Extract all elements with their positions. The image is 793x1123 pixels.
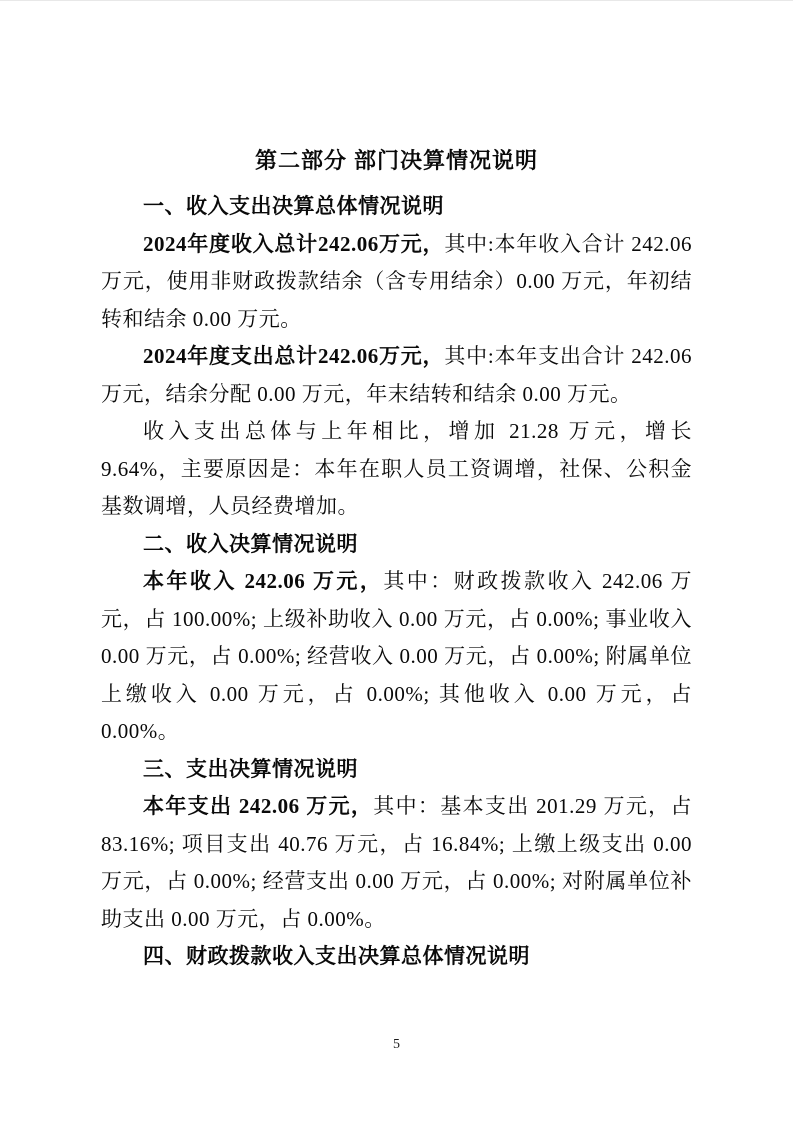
section-1-heading: 一、收入支出决算总体情况说明 <box>143 195 444 218</box>
paragraph-text-expense-detail: 其中：基本支出 201.29 万元，占 83.16%; 项目支出 40.76 万元，占 16.84%; 上缴上级支出 0.00 万元，占 0.00%; 经营支出 0.00 万元，占 0.00%; 对附属单位补助支出 0.00 万元，占 0.00%。 <box>101 794 692 931</box>
section-2-heading: 二、收入决算情况说明 <box>143 532 358 556</box>
paragraph-income-total <box>101 226 692 339</box>
paragraph-lead-income-total: 2024年度收入总计242.06万元， <box>143 231 445 256</box>
section-3-heading: 三、支出决算情况说明 <box>143 757 358 781</box>
paragraph-expense-total <box>101 338 692 413</box>
paragraph-lead-expense-total: 2024年度支出总计242.06万元， <box>143 344 445 368</box>
page-title: 第二部分 部门决算情况说明 <box>254 148 539 173</box>
paragraph-text-income-detail: 其中：财政拨款收入 242.06 万元，占 100.00%; 上级补助收入 0.00 万元，占 0.00%; 事业收入 0.00 万元，占 0.00%; 经营收入 0.00 万元，占 0.00%; 附属单位上缴收入 0.00 万元，占 0.00%; 其他收入 0.00 万元，占 0.00%。 <box>101 569 693 743</box>
paragraph-expense-detail <box>101 788 692 938</box>
section-4-heading: 四、财政拨款收入支出决算总体情况说明 <box>143 945 530 968</box>
paragraph-lead-income-detail: 本年收入 242.06 万元， <box>143 569 384 593</box>
paragraph-text-income-total: 其中:本年收入合计 242.06 万元，使用非财政拨款结余（含专用结余）0.00 万元，年初结转和结余 0.00 万元。 <box>101 231 692 331</box>
paragraph-income-detail <box>101 563 692 751</box>
page-content <box>101 142 692 976</box>
paragraph-yoy-comparison <box>101 413 692 526</box>
paragraph-text-expense-total: 其中:本年支出合计 242.06 万元，结余分配 0.00 万元，年末结转和结余 0.00 万元。 <box>101 344 692 406</box>
paragraph-text-yoy-comparison: 收入支出总体与上年相比，增加 21.28 万元，增长 9.64%，主要原因是：本年在职人员工资调增，社保、公积金基数调增，人员经费增加。 <box>101 419 692 518</box>
paragraph-lead-expense-detail: 本年支出 242.06 万元， <box>143 794 374 818</box>
page-number: 5 <box>393 1037 400 1052</box>
